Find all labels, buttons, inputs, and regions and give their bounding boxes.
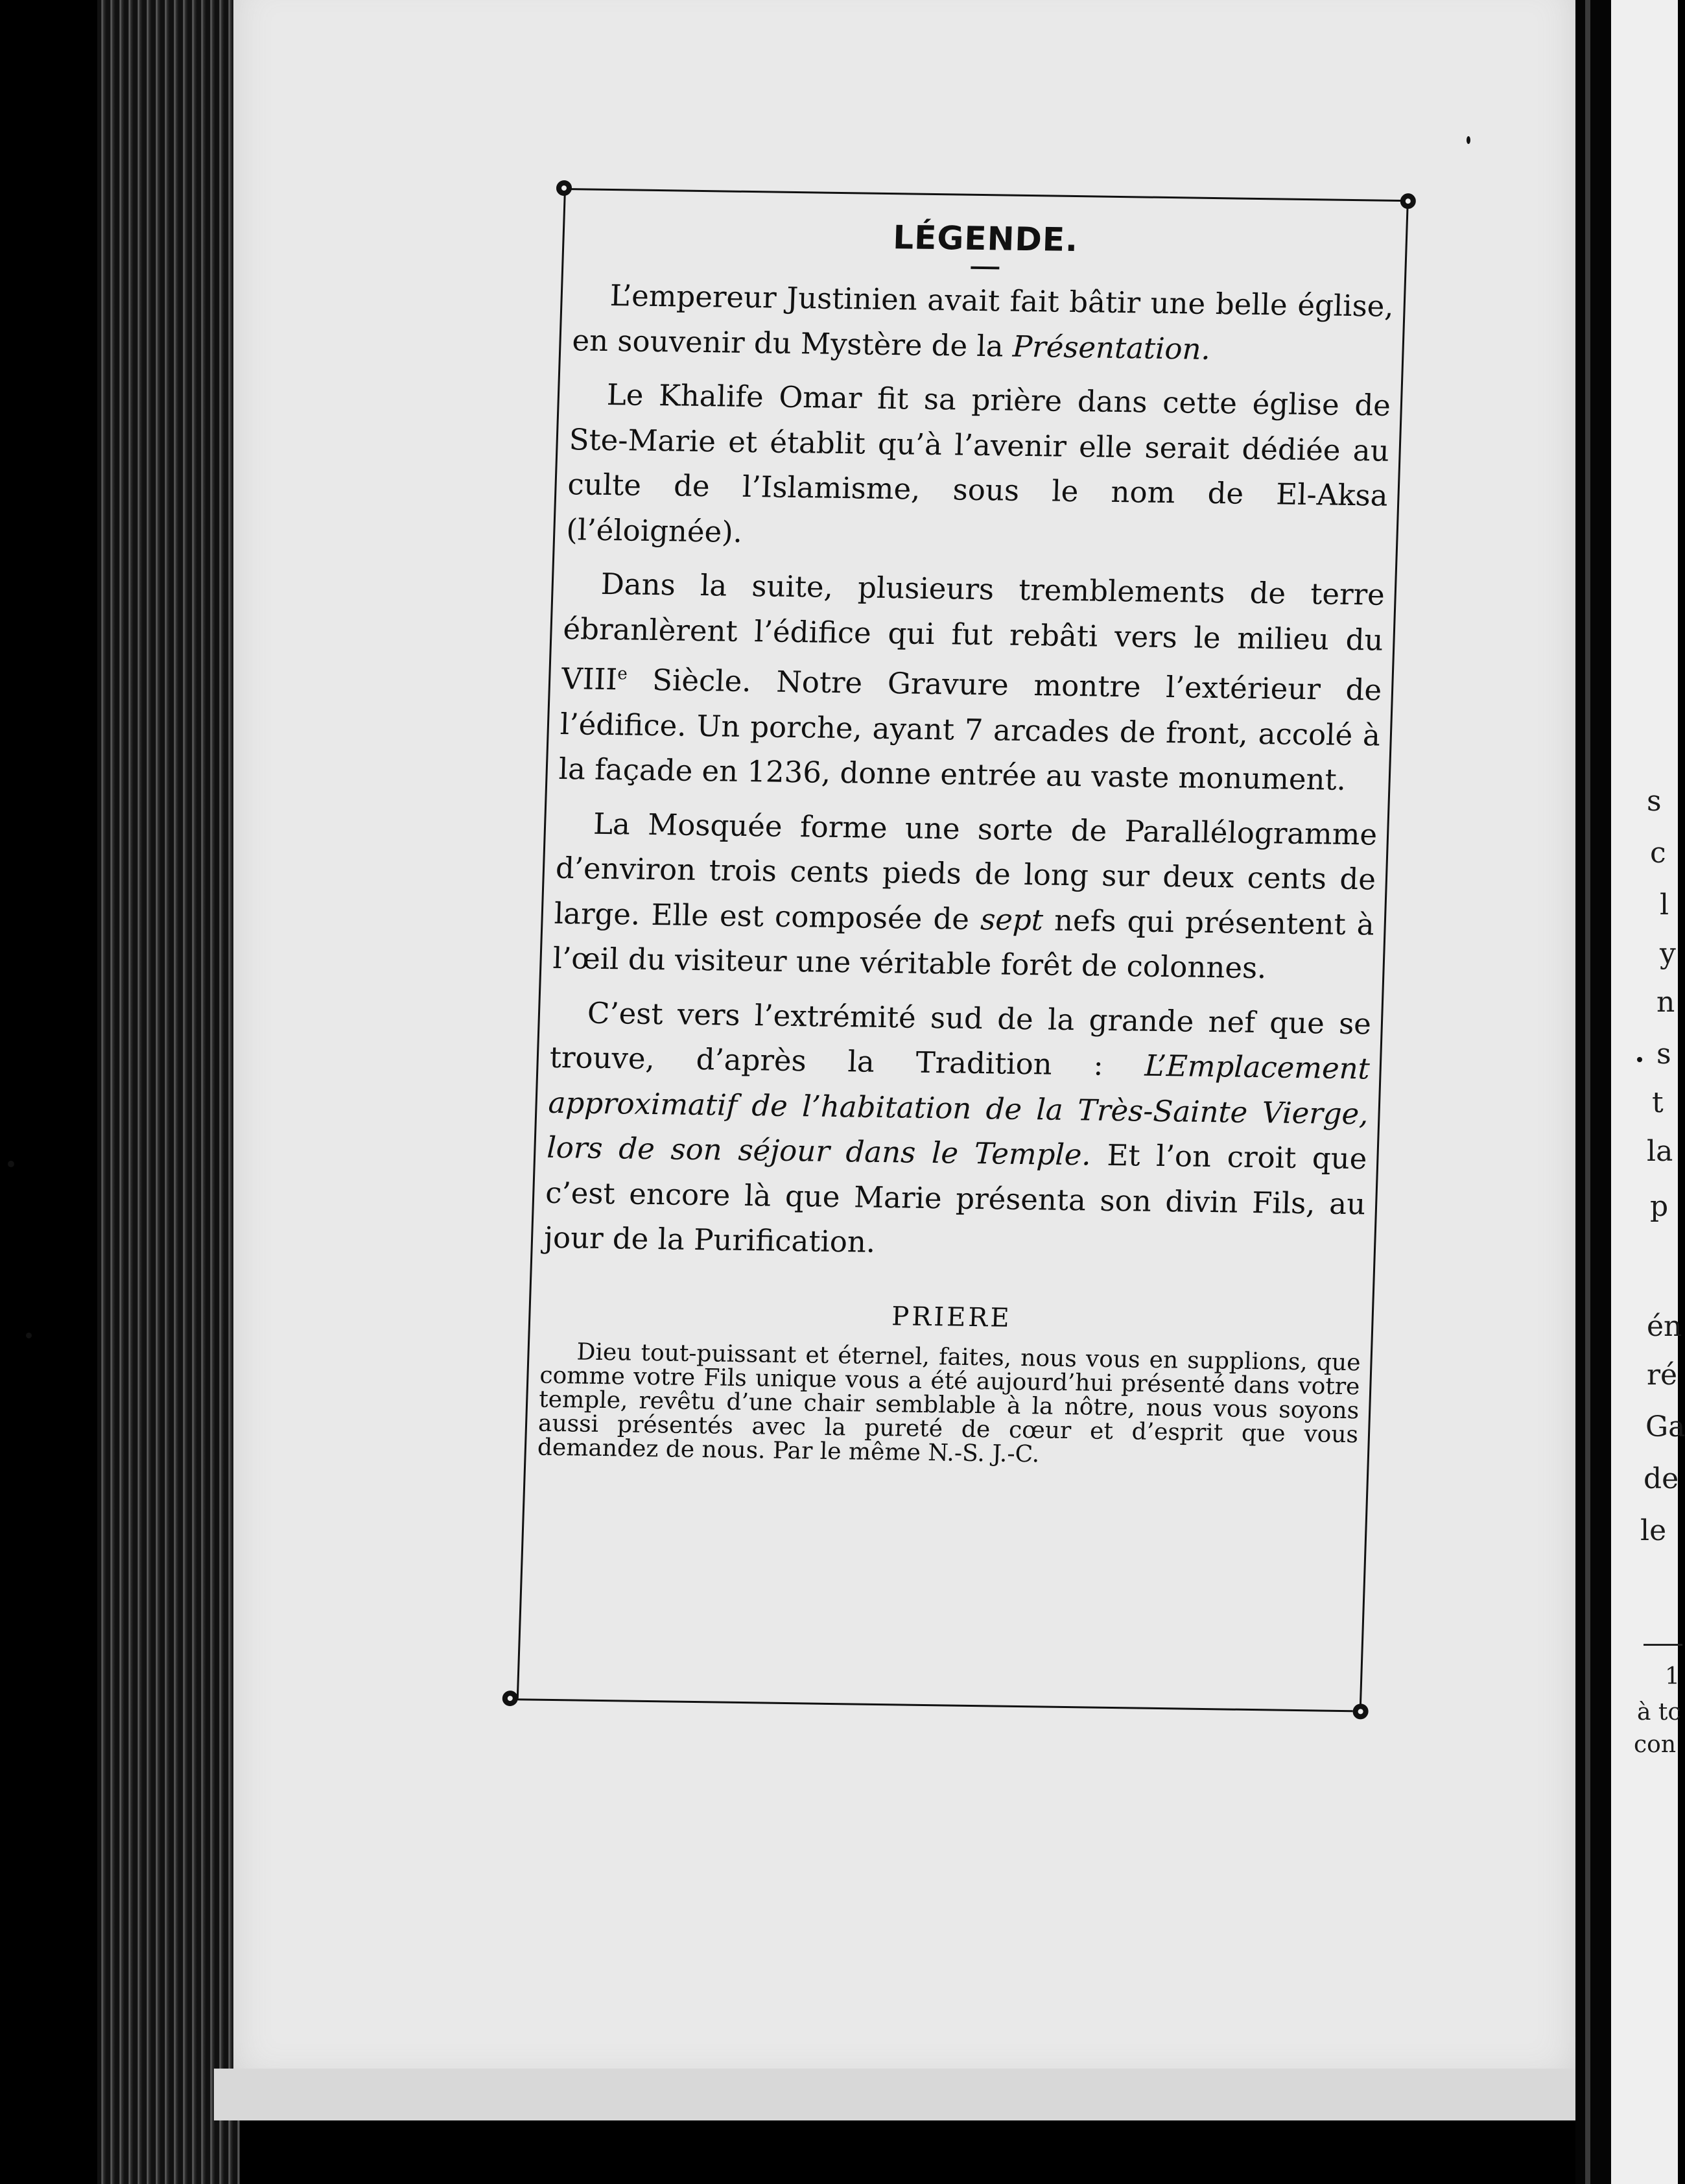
paragraph-italic: sept <box>980 901 1044 937</box>
prayer-heading: PRIERE <box>891 1301 1013 1333</box>
right-page-fragment: ré <box>1647 1359 1678 1392</box>
paragraph-italic: Présentation. <box>1012 329 1211 366</box>
paragraph-text: nefs qui présentent à l’œil du visiteur une véritable forêt de colonnes. <box>552 902 1375 986</box>
corner-ornament <box>1352 1703 1369 1719</box>
prayer-text: Dieu tout-puissant et éternel, faites, nous vous en supplions, que comme votre Fils unique vous a été aujourd’hui présenté dans votre temple, revêtu d’une chair semblable à la nôtre, nous vous soyons aussi présentés avec la pureté de cœur et d’esprit que vous demandez de nous. Par le même N.-S. J.-C. <box>537 1338 1361 1467</box>
right-page-footnote-rule <box>1644 1644 1682 1646</box>
right-page-fragment: 1 <box>1665 1663 1680 1690</box>
paragraph-italic: L’Emplacement approximatif de l’habitation de la Très-Sainte Vierge, lors de son séjour dans le Temple. <box>546 1048 1371 1172</box>
left-page-bottom-edge <box>214 2069 1588 2120</box>
corner-ornament <box>1400 193 1416 209</box>
right-page-fragment: Ga <box>1645 1410 1685 1443</box>
paragraph-text: Dans la suite, plusieurs tremblements de terre ébranlèrent l’édifice qui fut rebâti vers le milieu du VIII <box>561 566 1385 697</box>
right-page <box>1611 0 1678 2184</box>
legend-title: LÉGENDE. <box>892 219 1079 259</box>
paragraph-justinien <box>572 272 1395 374</box>
paragraph-text: C’est vers l’extrémité sud de la grande nef que se trouve, d’après la Tradition : <box>549 995 1372 1083</box>
paragraph-tremblements <box>558 561 1385 803</box>
legend-box <box>516 188 1446 1724</box>
paragraph-omar: Le Khalife Omar fit sa prière dans cette église de Ste-Marie et établit qu’à l’avenir elle serait dédiée au culte de l’Islamisme, sous le nom de El-Aksa (l’éloignée). <box>565 377 1391 549</box>
frame-bottom-rule <box>510 1698 1353 1712</box>
right-page-fragment: c <box>1650 837 1666 870</box>
legend-content <box>537 214 1396 1471</box>
right-page-fragment: la <box>1647 1135 1673 1168</box>
right-page-fragment: à tc <box>1637 1699 1681 1726</box>
right-page-fragment: t <box>1652 1086 1664 1119</box>
paragraph-text: Siècle. Notre Gravure montre l’extérieur de l’édifice. Un porche, ayant 7 arcades de front, accolé à la façade en 1236, donne entrée au vaste monument. <box>558 662 1382 797</box>
paragraph-superscript: e <box>617 664 628 684</box>
right-page-fragment: n <box>1656 986 1675 1019</box>
right-page-fragment: s <box>1656 1038 1671 1071</box>
paragraph-text: L’empereur Justinien avait fait bâtir une belle église, en souvenir du Mystère de la <box>571 278 1395 364</box>
paragraph-text: La Mosquée forme une sorte de Parallélogramme d’environ trois cents pieds de long sur deux cents de large. Elle est composée de <box>554 806 1378 936</box>
right-page-fragment: p <box>1650 1190 1669 1223</box>
right-page-fragment: le <box>1640 1514 1667 1547</box>
right-page-fragment: y <box>1660 937 1676 970</box>
title-dash <box>971 267 999 270</box>
right-page-fragment: én <box>1647 1310 1682 1343</box>
speck <box>8 1161 14 1167</box>
page-edges <box>97 0 240 2184</box>
paragraph-tradition <box>543 990 1372 1272</box>
paragraph-mosquee <box>552 800 1378 992</box>
corner-ornament <box>556 180 572 196</box>
right-page-fragment: con <box>1634 1731 1677 1758</box>
gutter-line <box>1585 0 1590 2184</box>
speck <box>1467 136 1470 144</box>
right-page-fragment: s <box>1647 785 1662 818</box>
paragraph-text: Et l’on croit que c’est encore là que Marie présenta son divin Fils, au jour de la Purification. <box>543 1137 1368 1259</box>
speck <box>1637 1057 1642 1062</box>
right-page-fragment: l <box>1660 888 1669 921</box>
book-gutter <box>1575 0 1611 2184</box>
speck <box>26 1333 32 1338</box>
right-page-fragment: de <box>1644 1462 1679 1495</box>
